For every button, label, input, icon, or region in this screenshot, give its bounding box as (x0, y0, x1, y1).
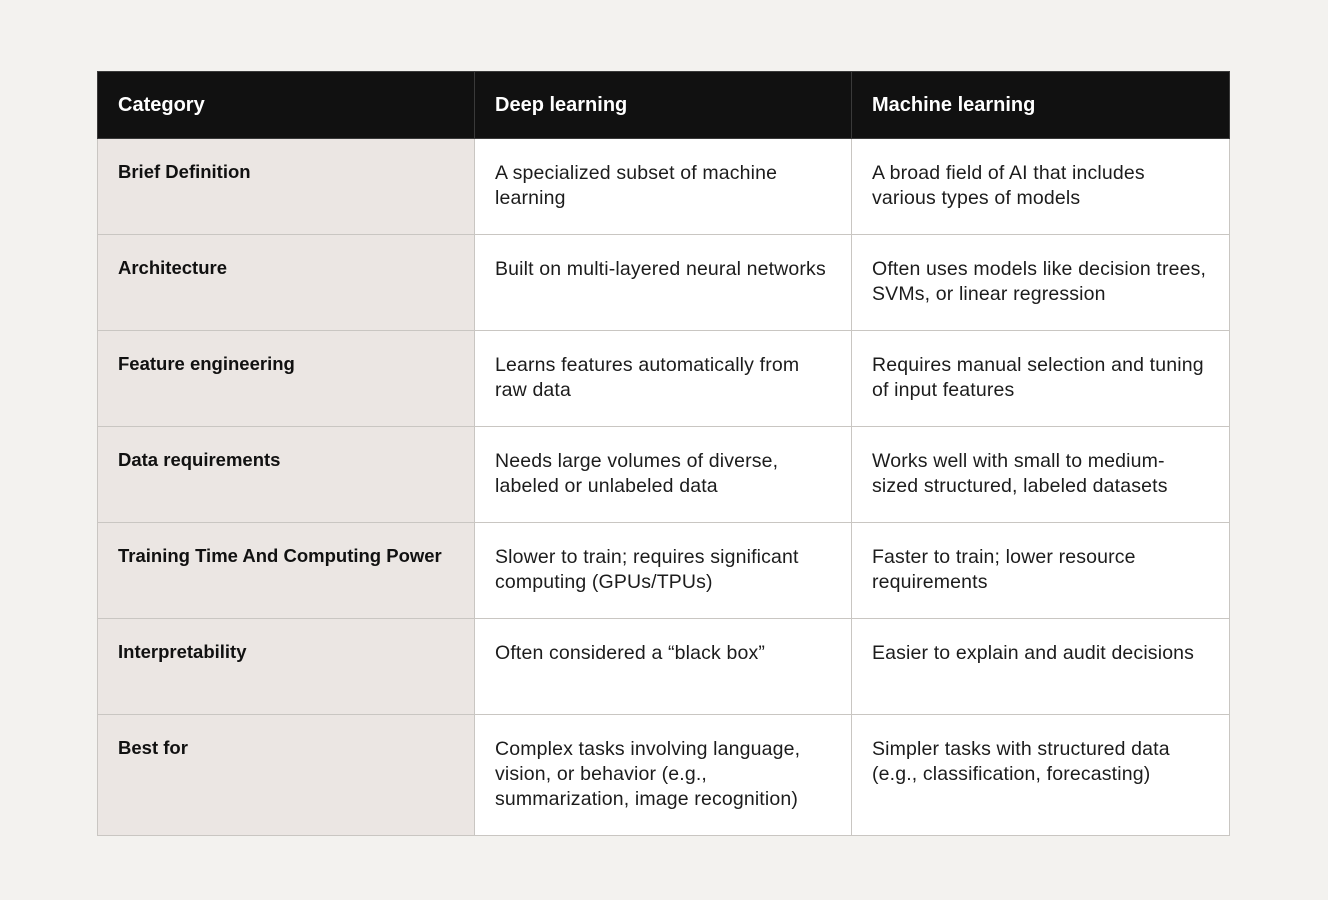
deep-learning-cell: Often considered a “black box” (475, 619, 852, 715)
category-cell: Architecture (98, 235, 475, 331)
table-header (98, 72, 1230, 139)
comparison-table (97, 71, 1230, 836)
deep-learning-cell: Learns features automatically from raw data (475, 331, 852, 427)
machine-learning-cell: A broad field of AI that includes various types of models (852, 139, 1230, 235)
table-row (98, 619, 1230, 715)
machine-learning-cell: Often uses models like decision trees, SVMs, or linear regression (852, 235, 1230, 331)
machine-learning-cell: Simpler tasks with structured data (e.g., classification, forecasting) (852, 715, 1230, 836)
table-row (98, 715, 1230, 836)
header-deep-learning: Deep learning (475, 72, 852, 139)
table-body (98, 139, 1230, 836)
table-row (98, 235, 1230, 331)
category-cell: Interpretability (98, 619, 475, 715)
category-cell: Feature engineering (98, 331, 475, 427)
header-row (98, 72, 1230, 139)
deep-learning-cell: A specialized subset of machine learning (475, 139, 852, 235)
category-cell: Data requirements (98, 427, 475, 523)
machine-learning-cell: Works well with small to medium-sized structured, labeled datasets (852, 427, 1230, 523)
table-row (98, 331, 1230, 427)
machine-learning-cell: Faster to train; lower resource requirements (852, 523, 1230, 619)
deep-learning-cell: Slower to train; requires significant computing (GPUs/TPUs) (475, 523, 852, 619)
table-row (98, 139, 1230, 235)
machine-learning-cell: Easier to explain and audit decisions (852, 619, 1230, 715)
deep-learning-cell: Complex tasks involving language, vision, or behavior (e.g., summarization, image recognition) (475, 715, 852, 836)
header-machine-learning: Machine learning (852, 72, 1230, 139)
table-row (98, 427, 1230, 523)
category-cell: Training Time And Computing Power (98, 523, 475, 619)
category-cell: Brief Definition (98, 139, 475, 235)
table-row (98, 523, 1230, 619)
deep-learning-cell: Built on multi-layered neural networks (475, 235, 852, 331)
header-category: Category (98, 72, 475, 139)
machine-learning-cell: Requires manual selection and tuning of input features (852, 331, 1230, 427)
category-cell: Best for (98, 715, 475, 836)
deep-learning-cell: Needs large volumes of diverse, labeled or unlabeled data (475, 427, 852, 523)
